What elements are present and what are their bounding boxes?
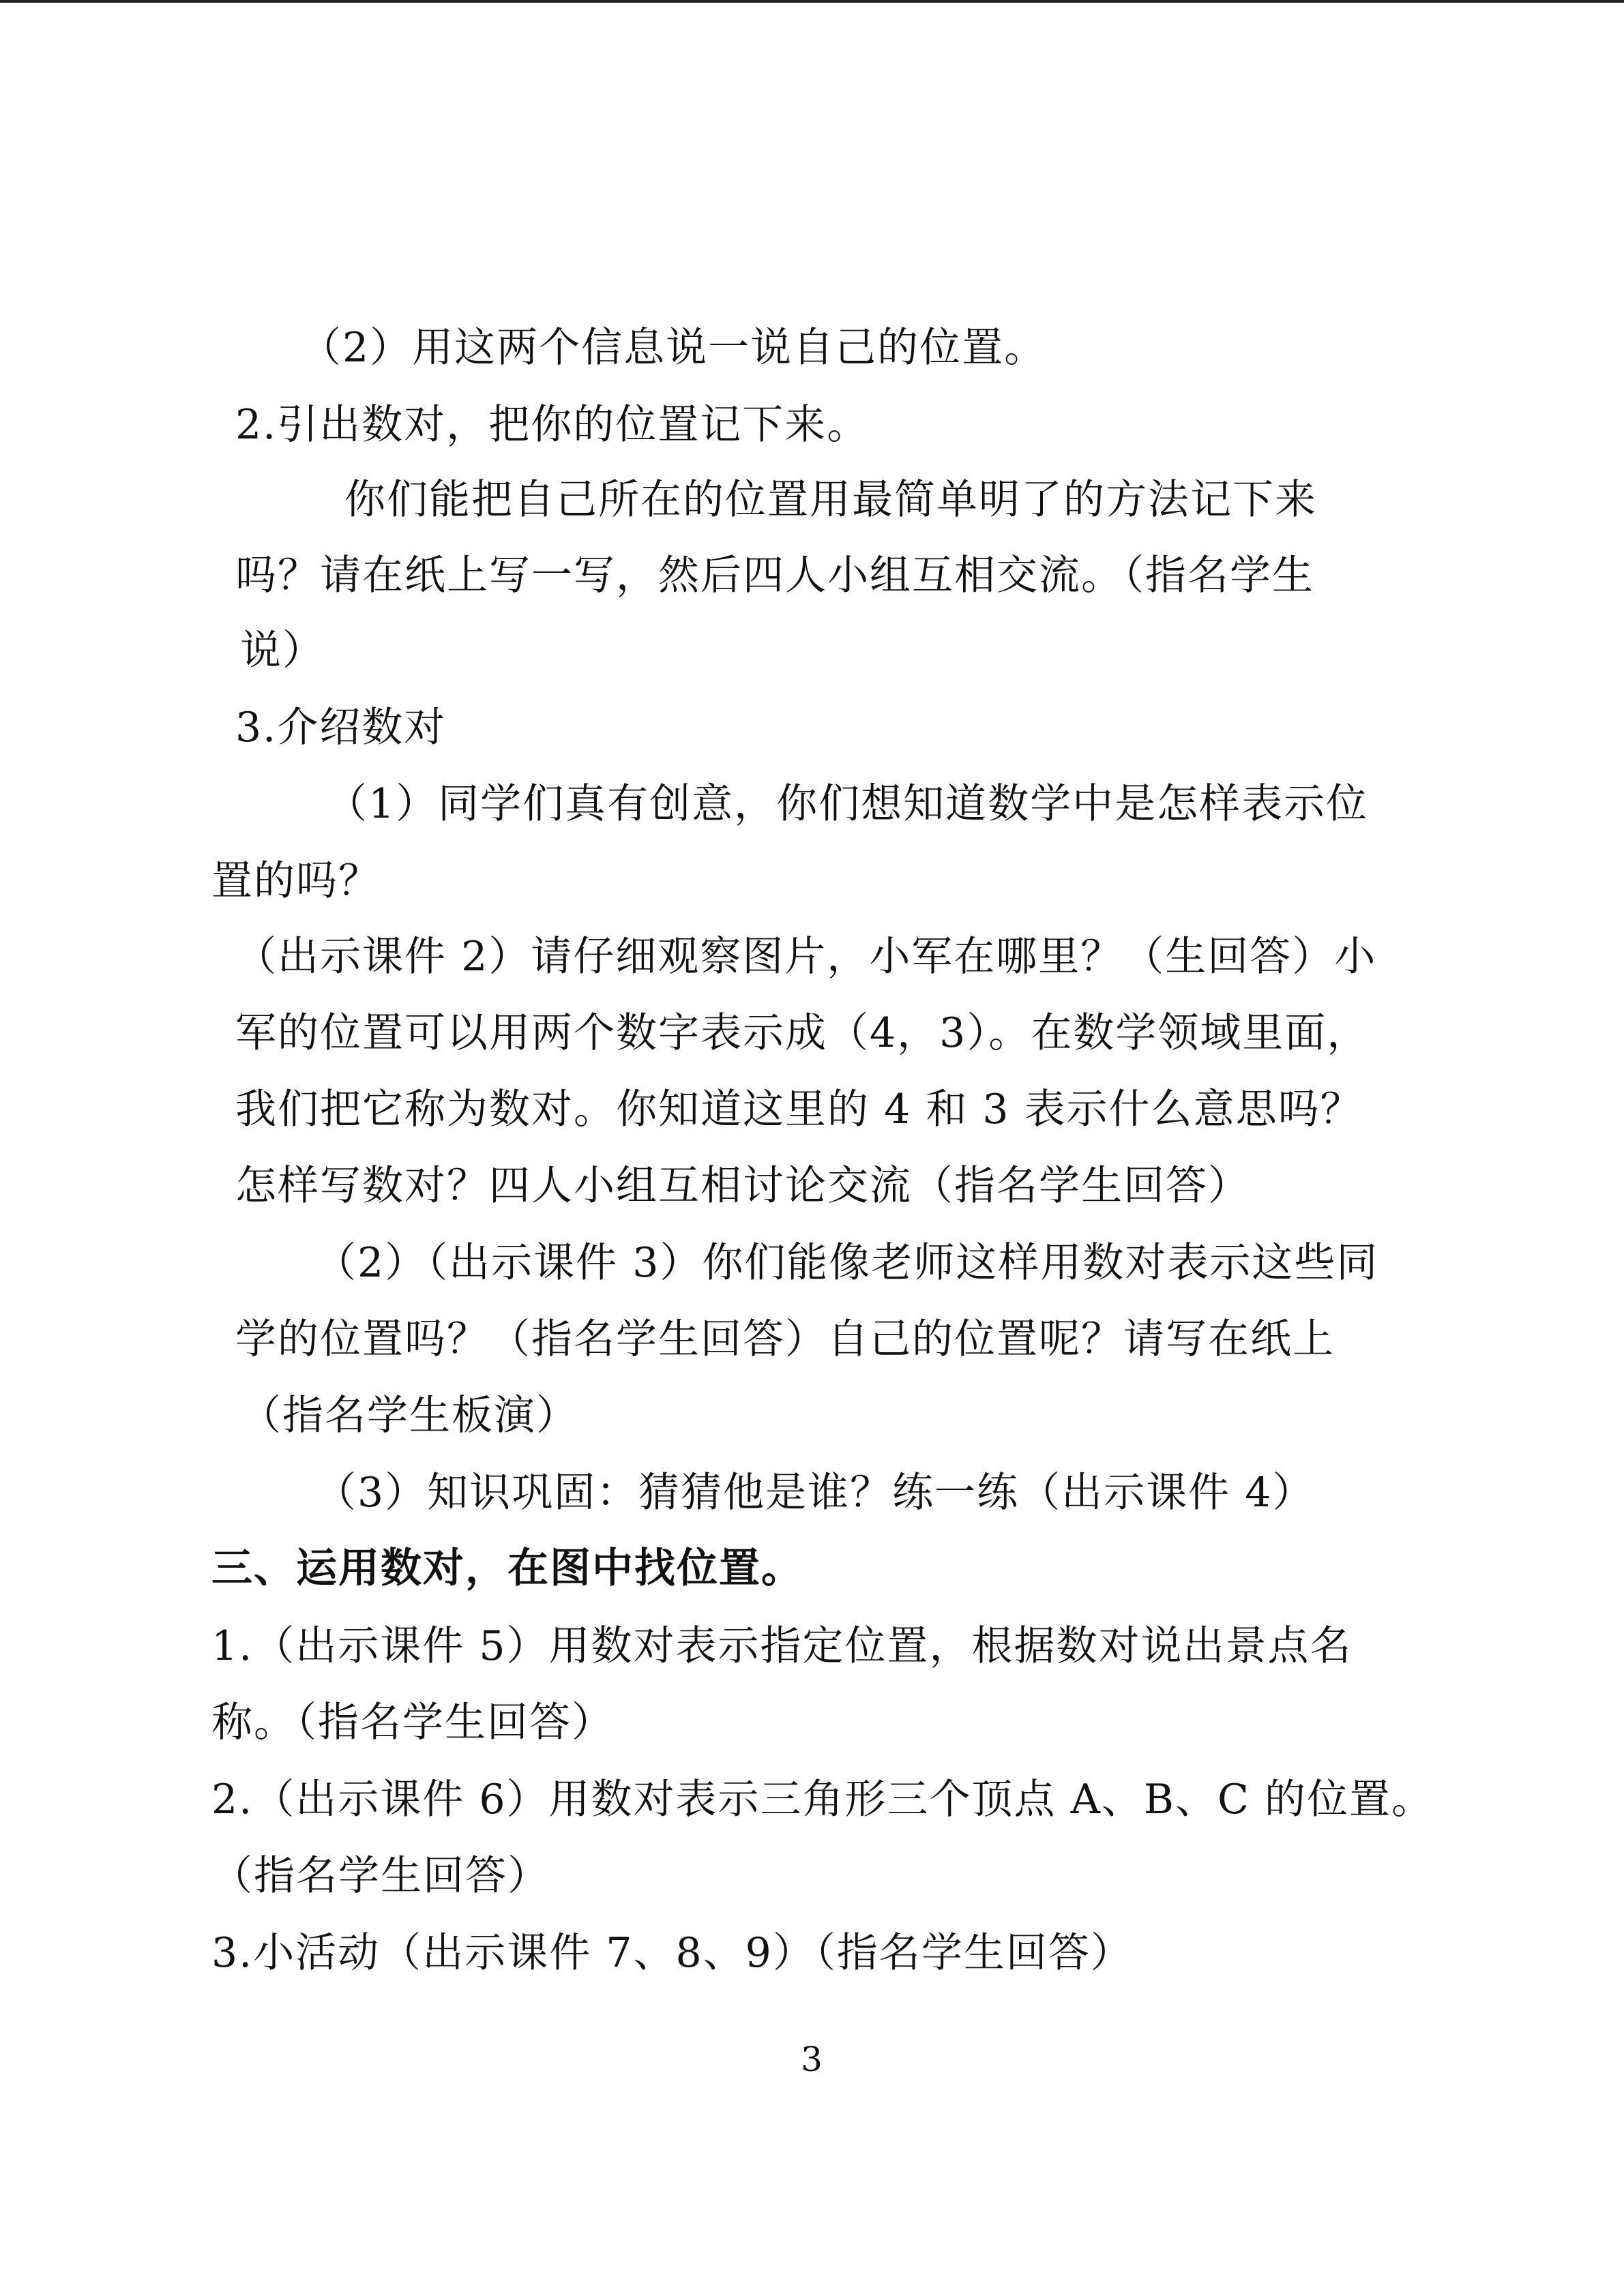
text-line-13: （2）（出示课件 3）你们能像老师这样用数对表示这些同 xyxy=(315,1239,1379,1287)
page-number: 3 xyxy=(801,2040,823,2079)
text-line-4: 吗？请在纸上写一写，然后四人小组互相交流。（指名学生 xyxy=(235,552,1314,599)
text-line-21: （指名学生回答） xyxy=(211,1852,550,1900)
text-line-2: 2.引出数对，把你的位置记下来。 xyxy=(235,401,870,449)
text-line-8: 置的吗？ xyxy=(211,857,381,905)
text-line-1: （2）用这两个信息说一说自己的位置。 xyxy=(300,324,1047,372)
text-line-12: 怎样写数对？四人小组互相讨论交流（指名学生回答） xyxy=(235,1162,1250,1210)
text-line-20: 2.（出示课件 6）用数对表示三角形三个顶点 A、B、C 的位置。 xyxy=(211,1776,1434,1823)
text-line-3: 你们能把自己所在的位置用最简单明了的方法记下来 xyxy=(344,476,1317,524)
text-line-22: 3.小活动（出示课件 7、8、9）（指名学生回答） xyxy=(211,1929,1133,1977)
top-border xyxy=(0,0,1624,3)
text-line-11: 我们把它称为数对。你知道这里的 4 和 3 表示什么意思吗？ xyxy=(235,1086,1363,1133)
text-line-5: 说） xyxy=(240,627,325,674)
text-line-14: 学的位置吗？（指名学生回答）自己的位置呢？请写在纸上 xyxy=(235,1315,1335,1363)
text-line-10: 军的位置可以用两个数字表示成（4，3）。在数学领域里面， xyxy=(235,1009,1370,1057)
text-line-15: （指名学生板演） xyxy=(240,1392,578,1440)
text-line-6: 3.介绍数对 xyxy=(235,704,447,751)
text-line-9: （出示课件 2）请仔细观察图片，小军在哪里？（生回答）小 xyxy=(235,933,1377,981)
text-line-16: （3）知识巩固：猜猜他是谁？练一练（出示课件 4） xyxy=(315,1469,1315,1517)
text-line-19: 称。（指名学生回答） xyxy=(211,1699,614,1746)
text-line-7: （1）同学们真有创意，你们想知道数学中是怎样表示位 xyxy=(326,780,1369,828)
section-heading: 三、运用数对，在图中找位置。 xyxy=(211,1545,803,1592)
text-line-18: 1.（出示课件 5）用数对表示指定位置，根据数对说出景点名 xyxy=(211,1622,1353,1670)
